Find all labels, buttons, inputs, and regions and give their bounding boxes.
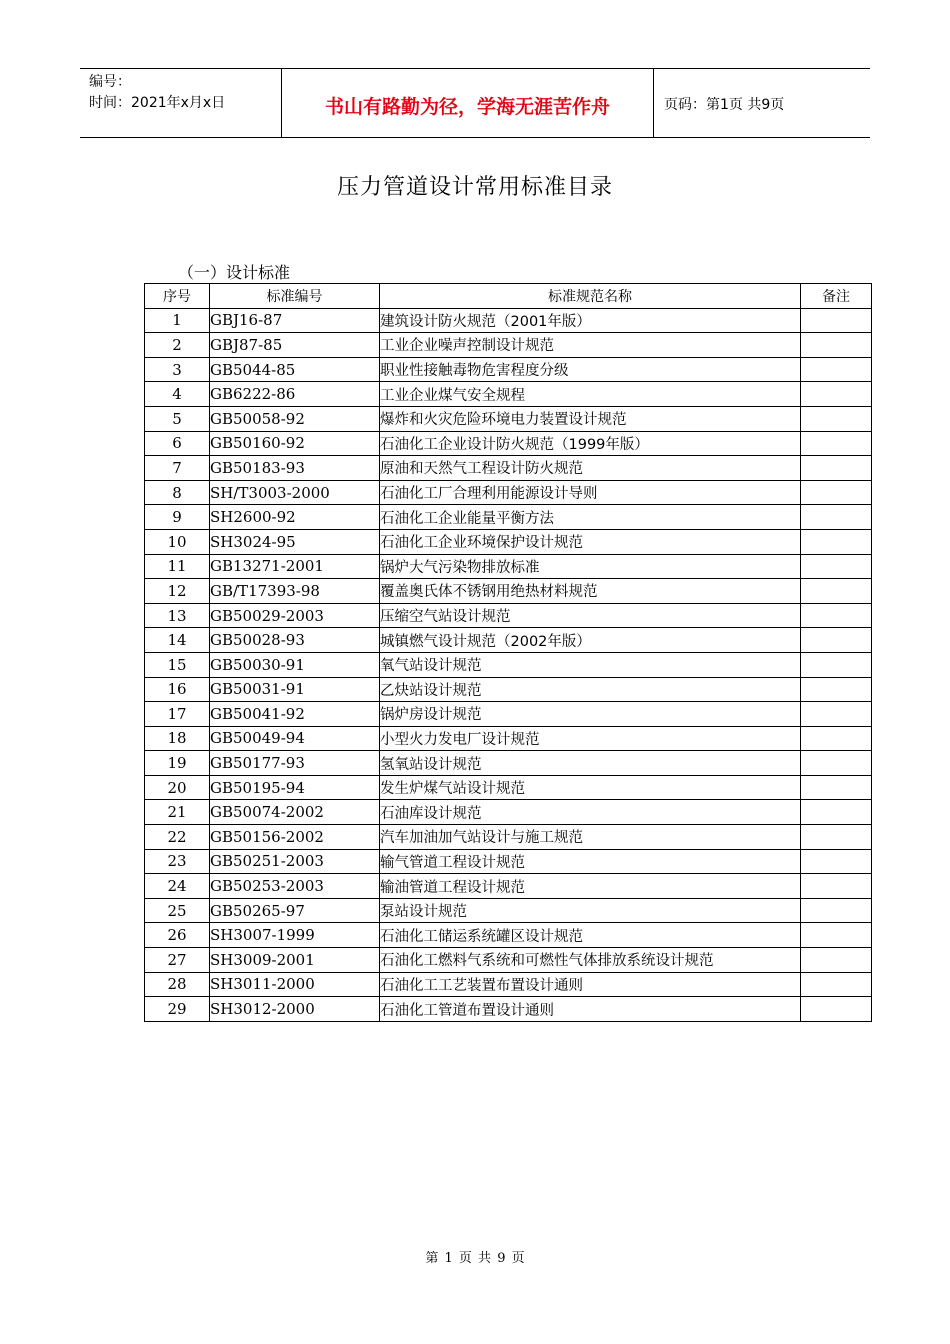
row-number: 15 — [145, 652, 210, 677]
row-standard-code: GB50160-92 — [210, 431, 380, 456]
row-note — [801, 825, 872, 850]
table-row — [145, 751, 872, 776]
row-note — [801, 948, 872, 973]
row-note — [801, 677, 872, 702]
row-standard-name: 小型火力发电厂设计规范 — [380, 726, 801, 751]
row-standard-name: 覆盖奥氏体不锈钢用绝热材料规范 — [380, 579, 801, 604]
column-header-name: 标准规范名称 — [380, 284, 801, 309]
row-note — [801, 333, 872, 358]
row-standard-name: 工业企业煤气安全规程 — [380, 382, 801, 407]
table-row — [145, 406, 872, 431]
row-standard-name: 乙炔站设计规范 — [380, 677, 801, 702]
row-number: 16 — [145, 677, 210, 702]
table-row — [145, 333, 872, 358]
header-time-label: 时间：2021年x月x日 — [89, 95, 226, 111]
row-note — [801, 505, 872, 530]
row-standard-code: GB5044-85 — [210, 357, 380, 382]
row-standard-code: SH3007-1999 — [210, 923, 380, 948]
row-standard-name: 泵站设计规范 — [380, 898, 801, 923]
row-standard-name: 输气管道工程设计规范 — [380, 849, 801, 874]
row-standard-name: 压缩空气站设计规范 — [380, 603, 801, 628]
row-note — [801, 579, 872, 604]
row-note — [801, 997, 872, 1022]
header-motto: 书山有路勤为径，学海无涯苦作舟 — [282, 69, 654, 137]
row-standard-name: 建筑设计防火规范（2001年版） — [380, 308, 801, 333]
row-number: 28 — [145, 972, 210, 997]
row-number: 14 — [145, 628, 210, 653]
row-standard-name: 石油化工厂合理利用能源设计导则 — [380, 480, 801, 505]
row-standard-code: SH3024-95 — [210, 529, 380, 554]
row-note — [801, 800, 872, 825]
row-note — [801, 308, 872, 333]
row-standard-code: GB50041-92 — [210, 702, 380, 727]
row-standard-name: 石油化工管道布置设计通则 — [380, 997, 801, 1022]
row-note — [801, 898, 872, 923]
row-standard-code: GB/T17393-98 — [210, 579, 380, 604]
table-row — [145, 849, 872, 874]
row-standard-name: 输油管道工程设计规范 — [380, 874, 801, 899]
row-standard-code: GB50177-93 — [210, 751, 380, 776]
header-meta — [80, 69, 282, 137]
table-row — [145, 579, 872, 604]
row-standard-code: GB50049-94 — [210, 726, 380, 751]
row-standard-name: 氢氧站设计规范 — [380, 751, 801, 776]
row-standard-name: 发生炉煤气站设计规范 — [380, 775, 801, 800]
row-number: 5 — [145, 406, 210, 431]
row-number: 17 — [145, 702, 210, 727]
table-row — [145, 775, 872, 800]
row-number: 23 — [145, 849, 210, 874]
row-standard-code: GB50251-2003 — [210, 849, 380, 874]
row-number: 20 — [145, 775, 210, 800]
row-standard-name: 城镇燃气设计规范（2002年版） — [380, 628, 801, 653]
table-row — [145, 898, 872, 923]
row-standard-code: GB6222-86 — [210, 382, 380, 407]
row-number: 9 — [145, 505, 210, 530]
row-note — [801, 480, 872, 505]
table-row — [145, 972, 872, 997]
row-standard-name: 石油库设计规范 — [380, 800, 801, 825]
row-standard-name: 原油和天然气工程设计防火规范 — [380, 456, 801, 481]
table-row — [145, 923, 872, 948]
row-standard-name: 职业性接触毒物危害程度分级 — [380, 357, 801, 382]
table-row — [145, 874, 872, 899]
table-row — [145, 825, 872, 850]
table-body — [145, 308, 872, 1021]
row-standard-code: GB50028-93 — [210, 628, 380, 653]
document-title: 压力管道设计常用标准目录 — [336, 175, 613, 200]
row-number: 13 — [145, 603, 210, 628]
column-header-no: 序号 — [145, 284, 210, 309]
row-standard-code: GB50030-91 — [210, 652, 380, 677]
row-standard-name: 汽车加油加气站设计与施工规范 — [380, 825, 801, 850]
row-standard-code: GB50029-2003 — [210, 603, 380, 628]
row-note — [801, 726, 872, 751]
row-note — [801, 603, 872, 628]
standards-table — [144, 283, 872, 1022]
row-number: 24 — [145, 874, 210, 899]
row-note — [801, 923, 872, 948]
row-standard-name: 石油化工工艺装置布置设计通则 — [380, 972, 801, 997]
row-note — [801, 554, 872, 579]
column-header-code: 标准编号 — [210, 284, 380, 309]
row-standard-name: 锅炉大气污染物排放标准 — [380, 554, 801, 579]
row-standard-code: SH/T3003-2000 — [210, 480, 380, 505]
row-standard-name: 氧气站设计规范 — [380, 652, 801, 677]
row-number: 2 — [145, 333, 210, 358]
row-number: 21 — [145, 800, 210, 825]
header-number-label: 编号： — [89, 74, 131, 90]
column-header-note: 备注 — [801, 284, 872, 309]
table-row — [145, 997, 872, 1022]
row-note — [801, 357, 872, 382]
row-standard-name: 石油化工企业环境保护设计规范 — [380, 529, 801, 554]
row-note — [801, 431, 872, 456]
row-standard-code: GBJ87-85 — [210, 333, 380, 358]
row-note — [801, 702, 872, 727]
table-row — [145, 800, 872, 825]
row-number: 8 — [145, 480, 210, 505]
row-note — [801, 628, 872, 653]
row-standard-name: 石油化工储运系统罐区设计规范 — [380, 923, 801, 948]
row-number: 19 — [145, 751, 210, 776]
row-number: 1 — [145, 308, 210, 333]
table-row — [145, 554, 872, 579]
row-standard-name: 石油化工企业设计防火规范（1999年版） — [380, 431, 801, 456]
section-title: （一）设计标准 — [178, 263, 291, 282]
row-standard-code: GB50253-2003 — [210, 874, 380, 899]
row-number: 10 — [145, 529, 210, 554]
row-number: 22 — [145, 825, 210, 850]
row-standard-code: SH2600-92 — [210, 505, 380, 530]
table-row — [145, 456, 872, 481]
table-row — [145, 603, 872, 628]
row-standard-code: GBJ16-87 — [210, 308, 380, 333]
row-standard-code: GB50183-93 — [210, 456, 380, 481]
row-note — [801, 751, 872, 776]
row-standard-code: SH3011-2000 — [210, 972, 380, 997]
row-note — [801, 456, 872, 481]
row-standard-code: GB50031-91 — [210, 677, 380, 702]
row-standard-code: SH3012-2000 — [210, 997, 380, 1022]
row-note — [801, 406, 872, 431]
page-footer: 第 1 页 共 9 页 — [425, 1251, 525, 1266]
row-standard-code: GB50058-92 — [210, 406, 380, 431]
table-row — [145, 677, 872, 702]
row-standard-name: 石油化工燃料气系统和可燃性气体排放系统设计规范 — [380, 948, 801, 973]
row-number: 27 — [145, 948, 210, 973]
row-standard-code: GB50074-2002 — [210, 800, 380, 825]
row-number: 26 — [145, 923, 210, 948]
row-standard-code: GB50156-2002 — [210, 825, 380, 850]
table-row — [145, 357, 872, 382]
row-standard-name: 爆炸和火灾危险环境电力装置设计规范 — [380, 406, 801, 431]
table-row — [145, 628, 872, 653]
row-number: 7 — [145, 456, 210, 481]
page-header — [80, 68, 870, 138]
table-row — [145, 308, 872, 333]
table-row — [145, 652, 872, 677]
row-number: 4 — [145, 382, 210, 407]
row-note — [801, 972, 872, 997]
row-number: 25 — [145, 898, 210, 923]
table-row — [145, 702, 872, 727]
row-standard-code: SH3009-2001 — [210, 948, 380, 973]
table-row — [145, 431, 872, 456]
row-standard-code: GB50265-97 — [210, 898, 380, 923]
header-page-info: 页码：第1页 共9页 — [664, 97, 785, 113]
table-row — [145, 382, 872, 407]
row-standard-code: GB50195-94 — [210, 775, 380, 800]
row-note — [801, 849, 872, 874]
row-standard-code: GB13271-2001 — [210, 554, 380, 579]
row-number: 29 — [145, 997, 210, 1022]
row-number: 11 — [145, 554, 210, 579]
row-note — [801, 382, 872, 407]
table-row — [145, 480, 872, 505]
table-row — [145, 505, 872, 530]
row-number: 3 — [145, 357, 210, 382]
row-standard-name: 锅炉房设计规范 — [380, 702, 801, 727]
row-number: 6 — [145, 431, 210, 456]
row-number: 18 — [145, 726, 210, 751]
row-note — [801, 775, 872, 800]
row-number: 12 — [145, 579, 210, 604]
row-standard-name: 石油化工企业能量平衡方法 — [380, 505, 801, 530]
row-note — [801, 874, 872, 899]
table-header-row — [145, 284, 872, 309]
table-row — [145, 726, 872, 751]
row-note — [801, 529, 872, 554]
table-row — [145, 948, 872, 973]
row-standard-name: 工业企业噪声控制设计规范 — [380, 333, 801, 358]
table-row — [145, 529, 872, 554]
row-note — [801, 652, 872, 677]
